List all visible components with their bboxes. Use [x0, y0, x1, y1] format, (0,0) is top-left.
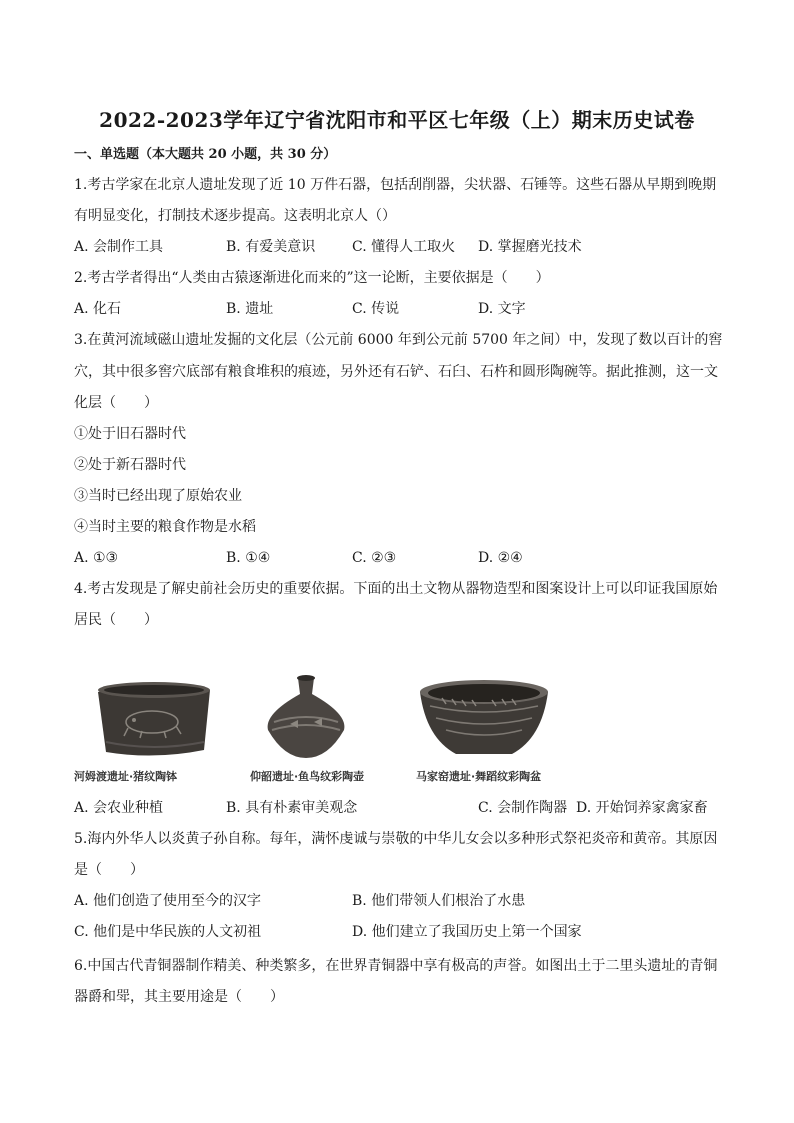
- q1-stem-line1: 1.考古学家在北京人遗址发现了近 10 万件石器，包括刮削器，尖状器、石锤等。这些石器从早期到晚期: [74, 177, 717, 193]
- q3-item-4: ④当时主要的粮食作物是水稻: [74, 519, 256, 535]
- q1-option-b[interactable]: B. 有爱美意识: [226, 239, 316, 255]
- caption-pig-bowl: 河姆渡遗址·猪纹陶钵: [74, 770, 178, 783]
- q4-option-c[interactable]: C. 会制作陶器: [478, 800, 568, 816]
- q1-option-a[interactable]: A. 会制作工具: [74, 239, 164, 255]
- q1-option-d[interactable]: D. 掌握磨光技术: [478, 239, 582, 255]
- q5-option-c[interactable]: C. 他们是中华民族的人文初祖: [74, 924, 262, 940]
- pig-pattern-bowl-image: [88, 672, 218, 764]
- q3-option-b[interactable]: B. ①④: [226, 550, 271, 566]
- section-heading: 一、单选题（本大题共 20 小题，共 30 分）: [74, 147, 337, 162]
- q5-stem-line1: 5.海内外华人以炎黄子孙自称。每年，满怀虔诚与崇敬的中华儿女会以多种形式祭祀炎帝和黄帝。其原因: [74, 831, 718, 847]
- q3-item-1: ①处于旧石器时代: [74, 426, 186, 442]
- q6-stem-line2: 器爵和斝，其主要用途是（ ）: [74, 989, 284, 1005]
- q3-option-c[interactable]: C. ②③: [352, 550, 397, 566]
- q3-option-d[interactable]: D. ②④: [478, 550, 523, 566]
- q2-option-d[interactable]: D. 文字: [478, 301, 526, 317]
- q1-option-c[interactable]: C. 懂得人工取火: [352, 239, 456, 255]
- q5-option-d[interactable]: D. 他们建立了我国历史上第一个国家: [352, 924, 582, 940]
- q4-stem-line1: 4.考古发现是了解史前社会历史的重要依据。下面的出土文物从器物造型和图案设计上可以印证我国原始: [74, 581, 718, 597]
- q2-option-a[interactable]: A. 化石: [74, 301, 122, 317]
- q3-stem-line1: 3.在黄河流域磁山遗址发掘的文化层（公元前 6000 年到公元前 5700 年之间）中，发现了数以百计的窖: [74, 332, 723, 348]
- q2-option-b[interactable]: B. 遗址: [226, 301, 274, 317]
- q4-option-b[interactable]: B. 具有朴素审美观念: [226, 800, 358, 816]
- q5-stem-line2: 是（ ）: [74, 862, 144, 878]
- q2-stem: 2.考古学者得出“人类由古猿逐渐进化而来的”这一论断，主要依据是（ ）: [74, 270, 550, 286]
- caption-fish-bird-pot: 仰韶遗址·鱼鸟纹彩陶壶: [250, 770, 365, 783]
- q4-option-d[interactable]: D. 开始饲养家禽家畜: [576, 800, 708, 816]
- artifact-figure: [74, 672, 554, 787]
- q4-option-a[interactable]: A. 会农业种植: [74, 800, 164, 816]
- fish-bird-pot-image: [256, 672, 356, 764]
- q3-stem-line2: 穴，其中很多窖穴底部有粮食堆积的痕迹，另外还有石铲、石臼、石杵和圆形陶碗等。据此推测，这一文: [74, 364, 718, 380]
- q3-item-2: ②处于新石器时代: [74, 457, 186, 473]
- page-title: 2022-2023学年辽宁省沈阳市和平区七年级（上）期末历史试卷: [99, 108, 695, 132]
- q6-stem-line1: 6.中国古代青铜器制作精美、种类繁多，在世界青铜器中享有极高的声誉。如图出土于二里头遗址的青铜: [74, 958, 718, 974]
- q4-stem-line2: 居民（ ）: [74, 612, 158, 628]
- q5-option-b[interactable]: B. 他们带领人们根治了水患: [352, 893, 526, 909]
- q3-stem-line3: 化层（ ）: [74, 395, 158, 411]
- dancing-pattern-basin-image: [414, 672, 554, 764]
- q3-option-a[interactable]: A. ①③: [74, 550, 119, 566]
- q3-item-3: ③当时已经出现了原始农业: [74, 488, 242, 504]
- caption-dancing-basin: 马家窑遗址·舞蹈纹彩陶盆: [416, 770, 542, 783]
- q2-option-c[interactable]: C. 传说: [352, 301, 400, 317]
- q5-option-a[interactable]: A. 他们创造了使用至今的汉字: [74, 893, 262, 909]
- q1-stem-line2: 有明显变化，打制技术逐步提高。这表明北京人（）: [74, 208, 396, 224]
